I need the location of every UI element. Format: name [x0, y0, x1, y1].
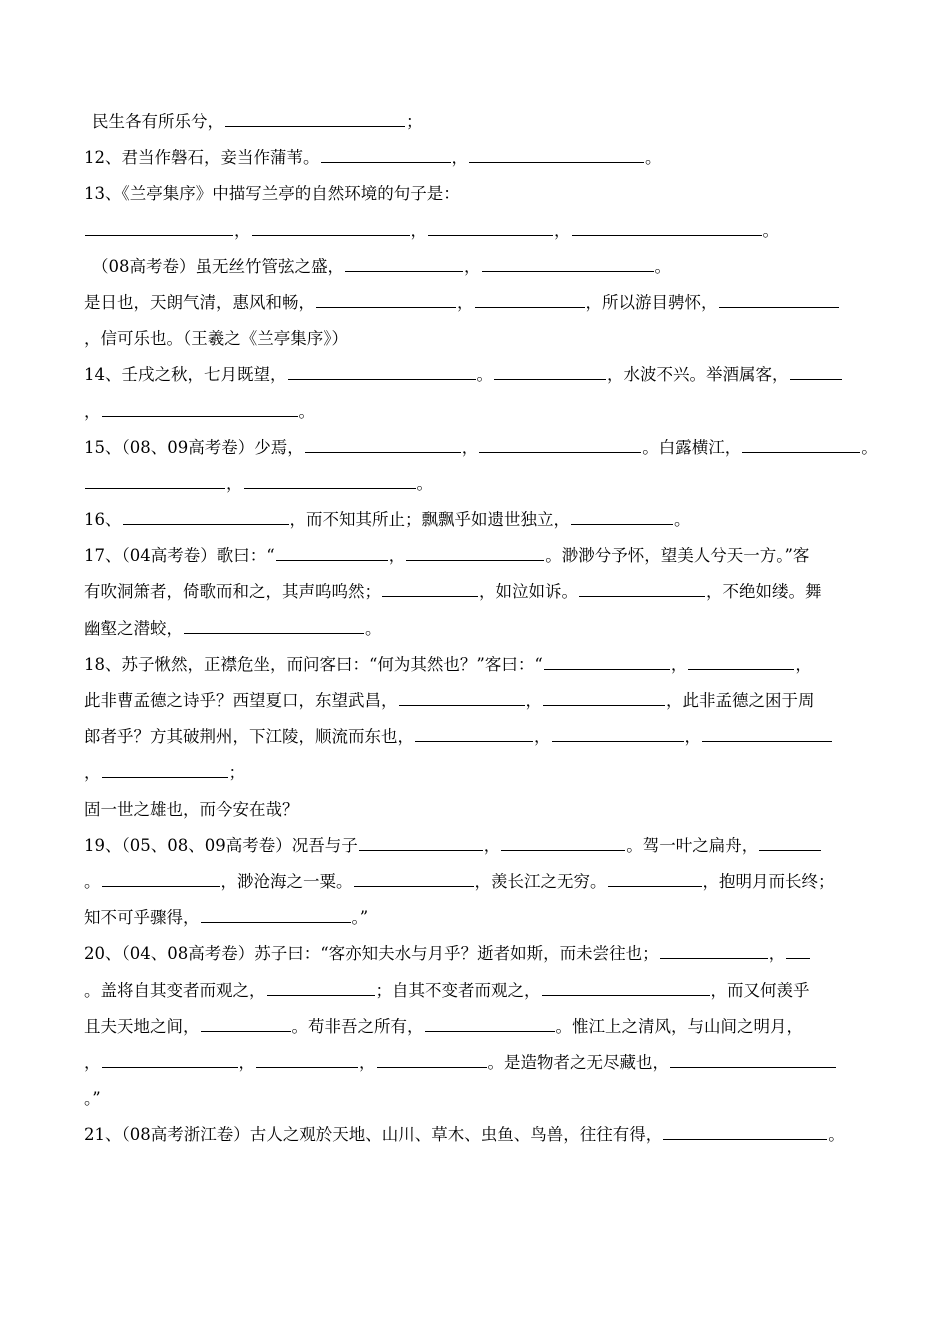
line-text: ；自其不变者而观之，	[375, 980, 541, 1000]
line-text: 20、（04、08高考卷）苏子曰：“客亦知夫水与月乎？逝者如斯，而未尝往也；	[84, 944, 659, 964]
line-text: ，	[554, 220, 571, 240]
answer-blank[interactable]	[542, 978, 710, 996]
answer-blank[interactable]	[425, 1014, 555, 1032]
line-text: 12、君当作磐石，妾当作蒲苇。	[84, 148, 320, 168]
line-text: 。	[645, 148, 662, 168]
answer-blank[interactable]	[663, 1123, 827, 1141]
answer-blank[interactable]	[501, 833, 625, 851]
answer-blank[interactable]	[415, 725, 533, 743]
worksheet-line	[84, 249, 874, 285]
line-text: ，不绝如缕。舞	[706, 582, 822, 602]
line-text: ，	[534, 727, 551, 747]
answer-blank[interactable]	[267, 978, 375, 996]
line-text: 。	[365, 618, 382, 638]
answer-blank[interactable]	[544, 652, 670, 670]
line-text: ，	[461, 437, 479, 457]
answer-blank[interactable]	[494, 363, 606, 381]
line-text: ，	[451, 148, 468, 168]
line-text: ，羡长江之无穷。	[474, 871, 607, 891]
line-text: 16、	[84, 510, 122, 530]
line-text: ，	[359, 1052, 376, 1072]
line-text: ，渺沧海之一粟。	[220, 871, 353, 891]
answer-blank[interactable]	[552, 725, 684, 743]
answer-blank[interactable]	[660, 942, 768, 960]
worksheet-line	[84, 900, 874, 936]
answer-blank[interactable]	[543, 689, 665, 707]
answer-blank[interactable]	[786, 942, 810, 960]
answer-blank[interactable]	[479, 435, 641, 453]
line-text: 。	[298, 401, 315, 421]
worksheet-line	[84, 357, 874, 393]
line-text: 。渺渺兮予怀，望美人兮天一方。”客	[545, 546, 810, 566]
answer-blank[interactable]	[345, 254, 463, 272]
line-text: 。	[416, 473, 433, 493]
answer-blank[interactable]	[123, 508, 289, 526]
worksheet-line	[84, 213, 874, 249]
answer-blank[interactable]	[252, 218, 410, 236]
line-text: 21、（08高考浙江卷）古人之观於天地、山川、草木、虫鱼、鸟兽，往往有得，	[84, 1125, 663, 1145]
line-text: 。苟非吾之所有，	[291, 1016, 424, 1036]
answer-blank[interactable]	[742, 435, 860, 453]
line-text: ，	[388, 546, 406, 566]
line-text: ，	[226, 473, 243, 493]
worksheet-line	[84, 104, 874, 140]
answer-blank[interactable]	[184, 616, 364, 634]
worksheet-page	[84, 104, 878, 1153]
worksheet-line	[84, 611, 874, 647]
line-text: ，	[525, 691, 542, 710]
line-text: 。”	[84, 1089, 101, 1109]
worksheet-line	[84, 574, 874, 610]
line-text: 。是造物者之无尽藏也，	[487, 1052, 669, 1072]
line-text: 此非曹孟德之诗乎？西望夏口，东望武昌，	[84, 691, 398, 710]
line-text: 。	[762, 220, 779, 240]
answer-blank[interactable]	[759, 833, 821, 851]
line-text: 。	[84, 871, 101, 891]
line-text: 有吹洞箫者，倚歌而和之，其声呜呜然；	[84, 582, 381, 602]
line-text: ，信可乐也。（王羲之《兰亭集序》）	[84, 329, 348, 349]
line-text: ，	[234, 220, 251, 240]
line-text: ，抱明月而长终；	[702, 871, 835, 891]
line-text: 。”	[351, 908, 369, 928]
line-text: ，如泣如诉。	[479, 582, 578, 602]
line-text: 。	[674, 510, 691, 530]
answer-blank[interactable]	[359, 833, 483, 851]
answer-blank[interactable]	[428, 218, 553, 236]
worksheet-line	[84, 683, 874, 719]
answer-blank[interactable]	[406, 544, 544, 562]
worksheet-line	[84, 1117, 874, 1153]
answer-blank[interactable]	[201, 1014, 291, 1032]
line-text: 18、苏子愀然，正襟危坐，而问客曰：“何为其然也？”客曰：“	[84, 654, 543, 674]
worksheet-line	[84, 1045, 874, 1081]
line-text: 是日也，天朗气清，惠风和畅，	[84, 292, 315, 312]
answer-blank[interactable]	[85, 218, 233, 236]
line-text: 19、（05、08、09高考卷）况吾与子	[84, 835, 358, 855]
line-text: ，	[457, 292, 474, 312]
worksheet-line	[84, 828, 874, 864]
line-text: 。	[476, 365, 493, 385]
worksheet-line	[84, 176, 874, 212]
answer-blank[interactable]	[579, 580, 705, 598]
answer-blank[interactable]	[321, 146, 451, 164]
answer-blank[interactable]	[790, 363, 842, 381]
line-text: 13、《兰亭集序》中描写兰亭的自然环境的句子是：	[84, 184, 460, 204]
answer-blank[interactable]	[316, 290, 456, 308]
worksheet-line	[84, 864, 874, 900]
worksheet-line	[84, 755, 874, 791]
line-text: 14、壬戌之秋，七月既望，	[84, 365, 287, 385]
worksheet-line	[84, 792, 874, 828]
worksheet-line	[84, 285, 874, 321]
answer-blank[interactable]	[719, 290, 839, 308]
line-text: ，	[84, 401, 101, 421]
line-text: 。白露横江，	[642, 437, 742, 457]
line-text: ，	[464, 256, 481, 276]
answer-blank[interactable]	[85, 471, 225, 489]
answer-blank[interactable]	[702, 725, 832, 743]
worksheet-line	[84, 140, 874, 176]
worksheet-line	[84, 973, 874, 1009]
worksheet-line	[84, 1009, 874, 1045]
line-text: ，	[238, 1052, 255, 1072]
worksheet-line	[84, 466, 874, 502]
worksheet-line	[84, 647, 874, 683]
answer-blank[interactable]	[475, 290, 585, 308]
line-text: 。驾一叶之扁舟，	[626, 835, 759, 855]
line-text: ，	[795, 654, 812, 674]
worksheet-line	[84, 936, 874, 972]
line-text: ，	[84, 1052, 101, 1072]
line-text: （08高考卷）虽无丝竹管弦之盛，	[92, 256, 344, 276]
line-text: ；	[406, 112, 423, 131]
line-text: 。	[828, 1125, 845, 1145]
line-text: 知不可乎骤得，	[84, 908, 200, 928]
answer-blank[interactable]	[608, 869, 702, 887]
line-text: ，	[84, 763, 101, 783]
answer-blank[interactable]	[469, 146, 644, 164]
answer-blank[interactable]	[572, 218, 762, 236]
answer-blank[interactable]	[399, 689, 525, 707]
answer-blank[interactable]	[482, 254, 654, 272]
answer-blank[interactable]	[102, 761, 228, 779]
answer-blank[interactable]	[670, 1050, 836, 1068]
worksheet-line	[84, 719, 874, 755]
line-text: 郎者乎？方其破荆州，下江陵，顺流而东也，	[84, 727, 414, 747]
answer-blank[interactable]	[225, 110, 405, 128]
answer-blank[interactable]	[201, 906, 351, 924]
answer-blank[interactable]	[102, 399, 298, 417]
line-text: 17、（04高考卷）歌曰：“	[84, 546, 275, 566]
line-text: ，	[684, 727, 701, 747]
answer-blank[interactable]	[244, 471, 416, 489]
answer-blank[interactable]	[571, 508, 673, 526]
answer-blank[interactable]	[288, 363, 476, 381]
line-text: ，此非孟德之困于周	[666, 691, 815, 710]
line-text: 。盖将自其变者而观之，	[84, 980, 266, 1000]
line-text: 民生各有所乐兮，	[92, 112, 224, 131]
answer-blank[interactable]	[305, 435, 461, 453]
answer-blank[interactable]	[354, 869, 474, 887]
line-text: ，而又何羡乎	[710, 980, 810, 1000]
answer-blank[interactable]	[377, 1050, 487, 1068]
answer-blank[interactable]	[102, 1050, 238, 1068]
answer-blank[interactable]	[102, 869, 220, 887]
worksheet-line	[84, 321, 874, 357]
line-text: ，水波不兴。举酒属客，	[607, 365, 789, 385]
line-text: ，	[483, 835, 501, 855]
answer-blank[interactable]	[382, 580, 478, 598]
line-text: ，	[670, 654, 688, 674]
line-text: 15、（08、09高考卷）少焉，	[84, 437, 304, 457]
answer-blank[interactable]	[256, 1050, 358, 1068]
line-text: ，	[410, 220, 427, 240]
line-text: ，而不知其所止；飘飘乎如遗世独立，	[289, 510, 570, 530]
worksheet-line	[84, 394, 874, 430]
line-text: 。惟江上之清风，与山间之明月，	[555, 1016, 803, 1036]
line-text: ，	[768, 944, 786, 964]
line-text: 且夫天地之间，	[84, 1016, 200, 1036]
line-text: ，所以游目骋怀，	[585, 292, 718, 312]
answer-blank[interactable]	[276, 544, 388, 562]
line-text: 固一世之雄也，而今安在哉？	[84, 799, 299, 819]
worksheet-line	[84, 538, 874, 574]
line-text: 。	[654, 256, 671, 276]
line-text: ；	[228, 763, 245, 783]
line-text: 。	[861, 437, 878, 457]
worksheet-line	[84, 502, 874, 538]
worksheet-line	[84, 430, 878, 466]
worksheet-line	[84, 1081, 874, 1117]
line-text: 幽壑之潜蛟，	[84, 618, 183, 638]
answer-blank[interactable]	[688, 652, 794, 670]
